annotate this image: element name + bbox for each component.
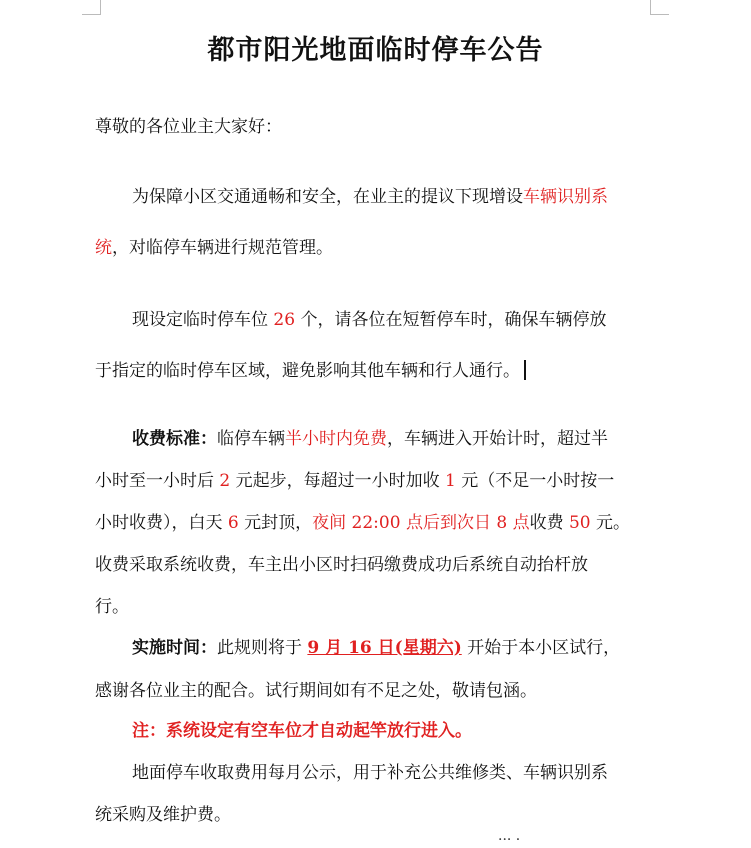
page-corner-mark-right (650, 0, 669, 15)
paragraph-1-line-1: 为保障小区交通通畅和安全，在业主的提议下现增设车辆识别系 (132, 187, 608, 207)
paragraph-2-line-2: 于指定的临时停车区域，避免影响其他车辆和行人通行。 (95, 356, 526, 381)
paragraph-3-line-5: 行。 (95, 597, 129, 617)
paragraph-5-line-1: 地面停车收取费用每月公示，用于补充公共维修类、车辆识别系 (132, 763, 608, 783)
paragraph-4-line-2: 感谢各位业主的配合。试行期间如有不足之处，敬请包涵。 (95, 681, 537, 701)
paragraph-3-line-3: 小时收费），白天 6 元封顶，夜间 22:00 点后到次日 8 点收费 50 元。 (95, 513, 631, 533)
paragraph-2-line-1: 现设定临时停车位 26 个，请各位在短暂停车时，确保车辆停放 (132, 310, 607, 330)
paragraph-1-line-2: 统，对临停车辆进行规范管理。 (95, 238, 333, 258)
paragraph-4-line-1: 实施时间：此规则将于 9 月 16 日(星期六) 开始于本小区试行， (132, 638, 621, 658)
footer-fragment: ··· · (498, 832, 521, 848)
paragraph-3-line-1: 收费标准：临停车辆半小时内免费，车辆进入开始计时，超过半 (132, 429, 608, 449)
effective-date: 9 月 16 日(星期六) (307, 638, 462, 658)
page-corner-mark-left (82, 0, 101, 15)
paragraph-3-line-2: 小时至一小时后 2 元起步，每超过一小时加收 1 元（不足一小时按一 (95, 471, 615, 491)
greeting: 尊敬的各位业主大家好： (95, 117, 282, 137)
text-cursor (524, 360, 526, 380)
parking-spot-count: 26 (273, 310, 296, 330)
effective-date-label: 实施时间： (132, 638, 217, 658)
paragraph-5-line-2: 统采购及维护费。 (95, 805, 231, 825)
fee-standard-label: 收费标准： (132, 429, 217, 449)
paragraph-3-line-4: 收费采取系统收费，车主出小区时扫码缴费成功后系统自动抬杆放 (95, 555, 588, 575)
note: 注：系统设定有空车位才自动起竿放行进入。 (132, 721, 472, 741)
page-title: 都市阳光地面临时停车公告 (207, 35, 544, 66)
